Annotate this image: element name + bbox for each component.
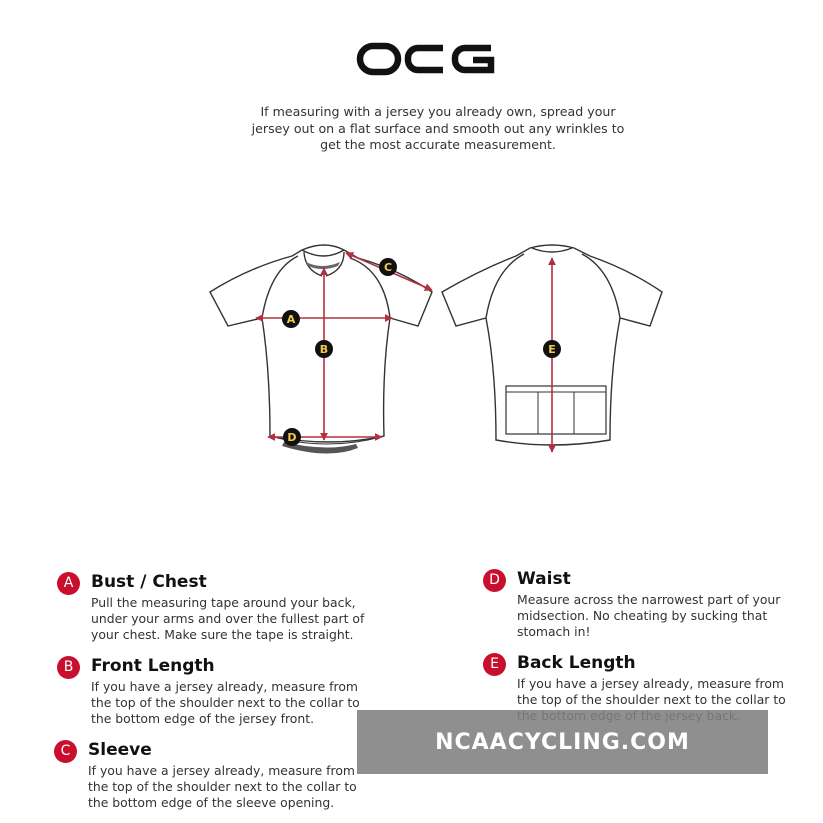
legend-badge-c: C xyxy=(54,740,77,763)
legend-title: Sleeve xyxy=(88,740,152,760)
svg-text:B: B xyxy=(319,343,329,356)
legend-badge-b: B xyxy=(57,656,80,679)
legend-line: If you have a jersey already, measure from xyxy=(517,676,785,691)
legend-line: under your arms and over the fullest part of xyxy=(91,611,365,627)
intro-line: If measuring with a jersey you already own, spread your xyxy=(260,104,616,119)
legend-line: If you have a jersey already, measure from xyxy=(88,763,356,778)
legend-badge-a: A xyxy=(57,572,80,595)
legend-line: stomach in! xyxy=(517,624,591,640)
legend-description xyxy=(91,679,391,728)
legend-line: the top of the shoulder next to the collar to xyxy=(91,695,360,711)
marker-d xyxy=(283,428,301,446)
legend-title: Waist xyxy=(517,569,571,589)
marker-a xyxy=(282,310,300,328)
legend-badge-e: E xyxy=(483,653,506,676)
jersey-measurement-diagram xyxy=(200,232,680,467)
legend-title: Front Length xyxy=(91,656,215,676)
marker-c xyxy=(379,258,397,276)
legend-line: midsection. No cheating by sucking that xyxy=(517,608,768,624)
legend-title: Back Length xyxy=(517,653,636,673)
legend-line: the bottom edge of the sleeve opening. xyxy=(88,795,335,811)
watermark-text: NCAACYCLING.COM xyxy=(435,729,690,755)
legend-line: Pull the measuring tape around your back, xyxy=(91,595,356,610)
intro-line: get the most accurate measurement. xyxy=(320,137,556,152)
svg-text:C: C xyxy=(383,261,393,274)
intro-line: jersey out on a flat surface and smooth out any wrinkles to xyxy=(251,120,625,136)
intro-text xyxy=(200,104,676,154)
marker-b xyxy=(315,340,333,358)
watermark-banner xyxy=(357,710,768,774)
legend-line: the top of the shoulder next to the collar to xyxy=(517,692,786,708)
legend-line: your chest. Make sure the tape is straight. xyxy=(91,627,354,643)
marker-e xyxy=(543,340,561,358)
legend-line: the top of the shoulder next to the collar to xyxy=(88,779,357,795)
legend-description xyxy=(88,763,388,812)
legend-description xyxy=(517,592,817,641)
legend-line: the bottom edge of the jersey front. xyxy=(91,711,315,727)
legend-line: Measure across the narrowest part of your xyxy=(517,592,781,607)
legend-line: If you have a jersey already, measure from xyxy=(91,679,359,694)
svg-text:E: E xyxy=(548,343,556,356)
svg-text:A: A xyxy=(286,313,296,326)
legend-description xyxy=(91,595,391,644)
svg-text:D: D xyxy=(287,431,297,444)
legend-badge-d: D xyxy=(483,569,506,592)
legend-title: Bust / Chest xyxy=(91,572,207,592)
ocg-logo xyxy=(355,38,497,80)
